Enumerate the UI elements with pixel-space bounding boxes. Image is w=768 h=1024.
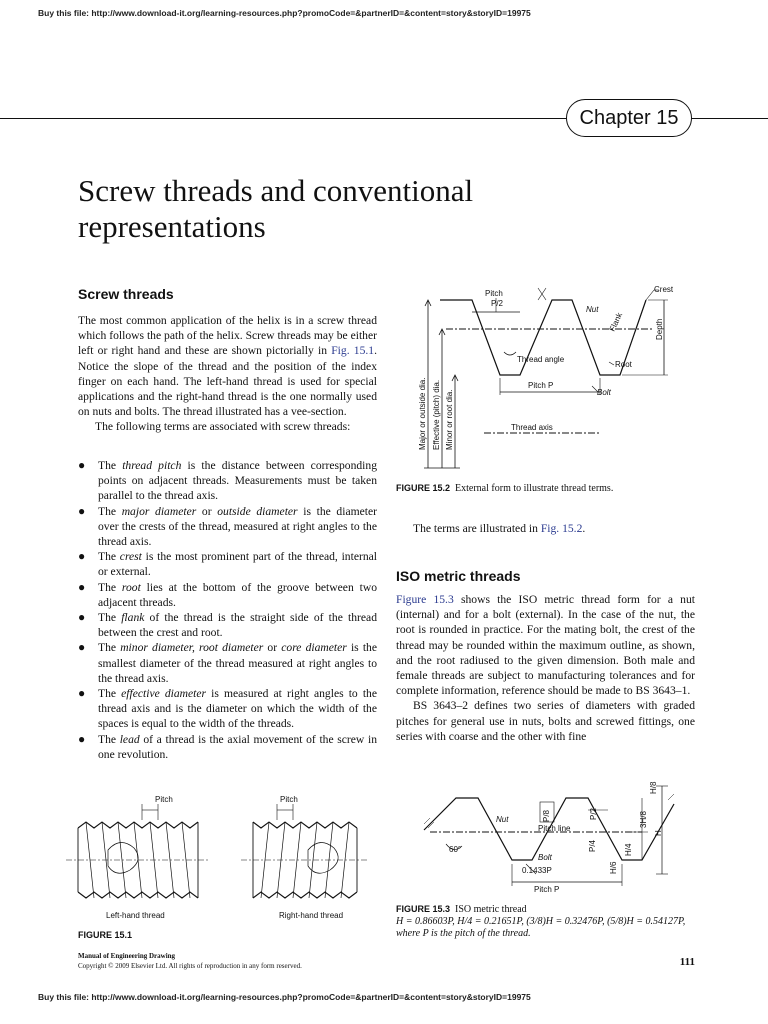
figure-15-2-diagram <box>396 282 686 476</box>
label-depth: Depth <box>655 318 664 340</box>
figure-15-3-label: FIGURE 15.3 <box>396 904 451 914</box>
label-60-degrees: 60° <box>449 845 462 854</box>
figure-15-1-caption <box>78 929 132 942</box>
fig-15-1-link[interactable]: Fig. 15.1 <box>331 344 375 358</box>
promo-link-top[interactable]: Buy this file: http://www.download-it.org/learning-resources.php?promoCode=&partnerID=&content=story&storyID=19975 <box>38 8 531 18</box>
footer-book-title: Manual of Engineering Drawing <box>78 952 176 960</box>
paragraph-iso-1: Figure 15.3 shows the ISO metric thread form for a nut (internal) and for a bolt (external). In the case of the nut, the root is rounded in practice. For the mating bolt, the crest of the thread may be rounded within the maximum outline, as shown, and the root radiused to the given dimension. Both male and female threads are subject to manufacturing tolerances and for complete information, reference should be made to BS 3643–1. <box>396 593 695 698</box>
page-number: 111 <box>679 956 695 968</box>
label-flank: Flank <box>607 311 625 333</box>
terms-bullet-list <box>78 458 377 762</box>
left-hand-thread-bolt <box>66 804 210 898</box>
bullet-icon: ● <box>78 640 86 655</box>
fig-15-3-link[interactable]: Figure 15.3 <box>396 593 454 606</box>
bullet-icon: ● <box>78 686 86 701</box>
figure-15-2-caption <box>396 482 696 495</box>
figure-15-3-formula: H = 0.86603P, H/4 = 0.21651P, (3/8)H = 0.32476P, (5/8)H = 0.54127P, where P is the pitch of the thread. <box>396 916 686 939</box>
label-h6: H/6 <box>609 861 618 874</box>
fig-15-2-link[interactable]: Fig. 15.2 <box>540 522 583 535</box>
section-heading-screw-threads: Screw threads <box>78 286 174 302</box>
label-effective-dia: Effective (pitch) dia. <box>432 379 441 450</box>
label-nut: Nut <box>586 305 599 314</box>
bullet-icon: ● <box>78 610 86 625</box>
label-root: Root <box>615 360 632 369</box>
terms-illustrated-line: The terms are illustrated in Fig. 15.2. <box>413 522 586 535</box>
label-h4: H/4 <box>624 843 633 856</box>
label-h: H <box>654 830 663 836</box>
figure-15-1-label: FIGURE 15.1 <box>78 930 133 940</box>
figure-15-1-diagram <box>58 790 378 940</box>
paragraph-helix <box>78 313 377 419</box>
label-pitch-line-iso: Pitch line <box>538 824 571 833</box>
label-p4-iso: P/4 <box>588 839 597 852</box>
label-nut-iso: Nut <box>496 815 509 824</box>
label-pitch-p-iso: Pitch P <box>534 885 560 894</box>
footer-copyright: Copyright © 2009 Elsevier Ltd. All rights of reproduction in any form reserved. <box>78 962 302 970</box>
label-pitch: Pitch <box>485 289 503 298</box>
right-hand-thread-bolt <box>241 804 369 898</box>
list-item: ● The thread pitch is the distance between corresponding points on adjacent threads. Measurements must be taken parallel to the thread axis. <box>78 458 377 503</box>
list-item: ● The lead of a thread is the axial movement of the screw in one revolution. <box>78 731 377 761</box>
bullet-icon: ● <box>78 549 86 564</box>
list-item: ● The minor diameter, root diameter or core diameter is the smallest diameter of the thread measured at right angles to the thread axis. <box>78 640 377 685</box>
label-crest: Crest <box>654 285 674 294</box>
figure-15-2-label: FIGURE 15.2 <box>396 483 451 493</box>
right-body <box>396 592 695 744</box>
label-p-half: P/2 <box>491 299 504 308</box>
label-minor-dia: Minor or root dia. <box>445 389 454 450</box>
label-thread-axis: Thread axis <box>511 423 553 432</box>
label-thread-angle: Thread angle <box>517 355 565 364</box>
paragraph-terms-intro: The following terms are associated with screw threads: <box>95 420 351 434</box>
label-bolt-iso: Bolt <box>538 853 552 862</box>
list-item: ● The flank of the thread is the straight side of the thread between the crest and root. <box>78 610 377 640</box>
left-body <box>78 313 377 435</box>
label-major-dia: Major or outside dia. <box>418 377 427 450</box>
label-p2-iso: P/2 <box>589 807 598 820</box>
list-item: ● The effective diameter is measured at right angles to the thread axis and is the diameter on which the width of the spaces is equal to the width of the threads. <box>78 686 377 731</box>
list-item: ● The root lies at the bottom of the groove between two adjacent threads. <box>78 579 377 609</box>
label-pitch-left: Pitch <box>155 795 173 804</box>
chapter-label: Chapter 15 <box>566 99 692 137</box>
label-pitch-p: Pitch P <box>528 381 554 390</box>
bullet-icon: ● <box>78 731 86 746</box>
bullet-icon: ● <box>78 503 86 518</box>
label-p8: P/8 <box>542 809 551 822</box>
label-radius: 0.1433P <box>522 866 552 875</box>
label-bolt: Bolt <box>597 388 611 397</box>
section-heading-iso-metric: ISO metric threads <box>396 568 521 584</box>
figure-15-2-text: External form to illustrate thread terms. <box>455 483 614 494</box>
bullet-icon: ● <box>78 458 86 472</box>
figure-15-3-title: ISO metric thread <box>455 904 527 915</box>
figure-15-3-caption <box>396 903 696 940</box>
list-item: ● The major diameter or outside diameter is the diameter over the crests of the thread, measured at right angles to the thread axis. <box>78 503 377 549</box>
label-pitch-right: Pitch <box>280 795 298 804</box>
label-right-hand-thread: Right-hand thread <box>279 911 344 920</box>
promo-link-bottom[interactable]: Buy this file: http://www.download-it.org/learning-resources.php?promoCode=&partnerID=&content=story&storyID=19975 <box>38 992 531 1002</box>
para1-text-b: . Notice the slope of the thread and the position of the index finger on each hand. The left-hand thread is used for special applications and the right-hand thread is the one normally used on nuts and bolts. The thread illustrated has a vee-section. <box>78 344 377 419</box>
paragraph-iso-2: BS 3643–2 defines two series of diameters with graded pitches for general use in nuts, bolts and screwed fittings, one series with coarse and the other with fine <box>396 699 695 743</box>
page-title: Screw threads and conventional representations <box>78 173 474 244</box>
label-3h8: 3H/8 <box>639 811 648 828</box>
bullet-icon: ● <box>78 579 86 594</box>
label-left-hand-thread: Left-hand thread <box>106 911 165 920</box>
figure-15-3-diagram <box>416 776 688 898</box>
label-h8: H/8 <box>649 781 658 794</box>
para1-text-a: The most common application of the helix is in a screw thread which follows the path of the helix. Screw threads may be either left or right hand and these are shown pictorially in <box>78 314 377 358</box>
list-item: ● The crest is the most prominent part of the thread, internal or external. <box>78 549 377 579</box>
